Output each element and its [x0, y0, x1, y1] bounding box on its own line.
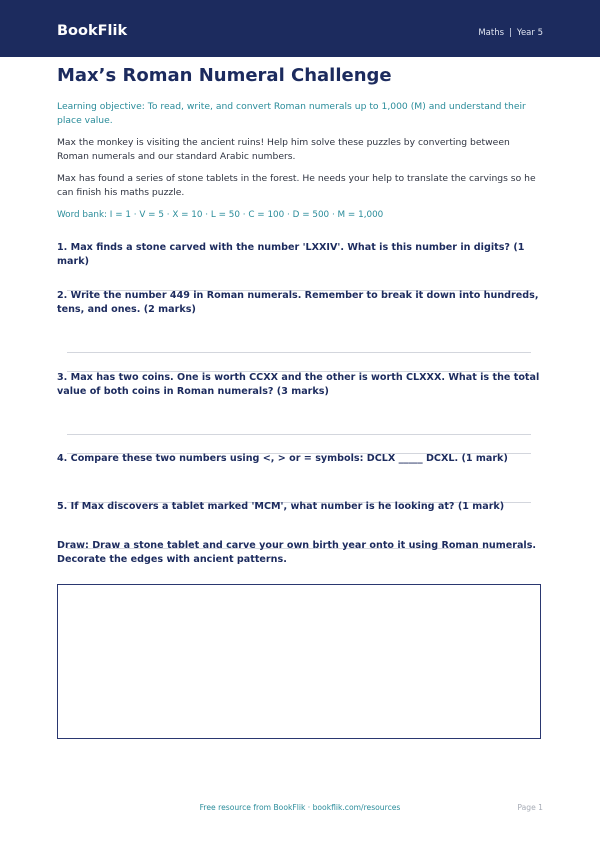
question-4: 4. Compare these two numbers using <, > or = symbols: DCLX _____ DCXL. (1 mark): [57, 453, 508, 464]
question-2: 2. Write the number 449 in Roman numerals. Remember to break it down into hundreds, tens, and ones. (2 marks): [57, 290, 539, 315]
footer-credit[interactable]: Free resource from BookFlik · bookflik.com/resources: [199, 803, 401, 812]
answer-line-4[interactable]: [67, 434, 531, 435]
header-bar: [0, 0, 600, 57]
meta-separator: |: [509, 28, 512, 38]
question-5: 5. If Max discovers a tablet marked 'MCM', what number is he looking at? (1 mark): [57, 501, 505, 512]
drawing-box[interactable]: [57, 584, 541, 739]
question-1: 1. Max finds a stone carved with the number 'LXXIV'. What is this number in digits? (1 mark): [57, 242, 525, 267]
worksheet-title: Max’s Roman Numeral Challenge: [57, 65, 392, 86]
year-label: Year 5: [516, 28, 543, 38]
question-3: 3. Max has two coins. One is worth CCXX and the other is worth CLXXX. What is the total value of both coins in Roman numerals? (3 marks): [57, 372, 540, 397]
page-number: Page 1: [517, 803, 543, 812]
learning-objective: Learning objective: To read, write, and convert Roman numerals up to 1,000 (M) and understand their place value.: [57, 101, 526, 126]
intro-paragraph-2: Max has found a series of stone tablets in the forest. He needs your help to translate the carvings so he can finish his maths puzzle.: [57, 173, 536, 198]
brand-logo[interactable]: BookFlik: [57, 23, 128, 39]
word-bank: Word bank: I = 1 · V = 5 · X = 10 · L = 50 · C = 100 · D = 500 · M = 1,000: [57, 210, 384, 220]
header-meta: [478, 28, 543, 38]
draw-task: Draw: Draw a stone tablet and carve your own birth year onto it using Roman numerals. Decorate the edges with ancient patterns.: [57, 540, 537, 565]
subject-label: Maths: [478, 28, 505, 38]
intro-paragraph-1: Max the monkey is visiting the ancient ruins! Help him solve these puzzles by converting between Roman numerals and our standard Arabic numbers.: [57, 137, 510, 162]
answer-line-2[interactable]: [67, 352, 531, 353]
